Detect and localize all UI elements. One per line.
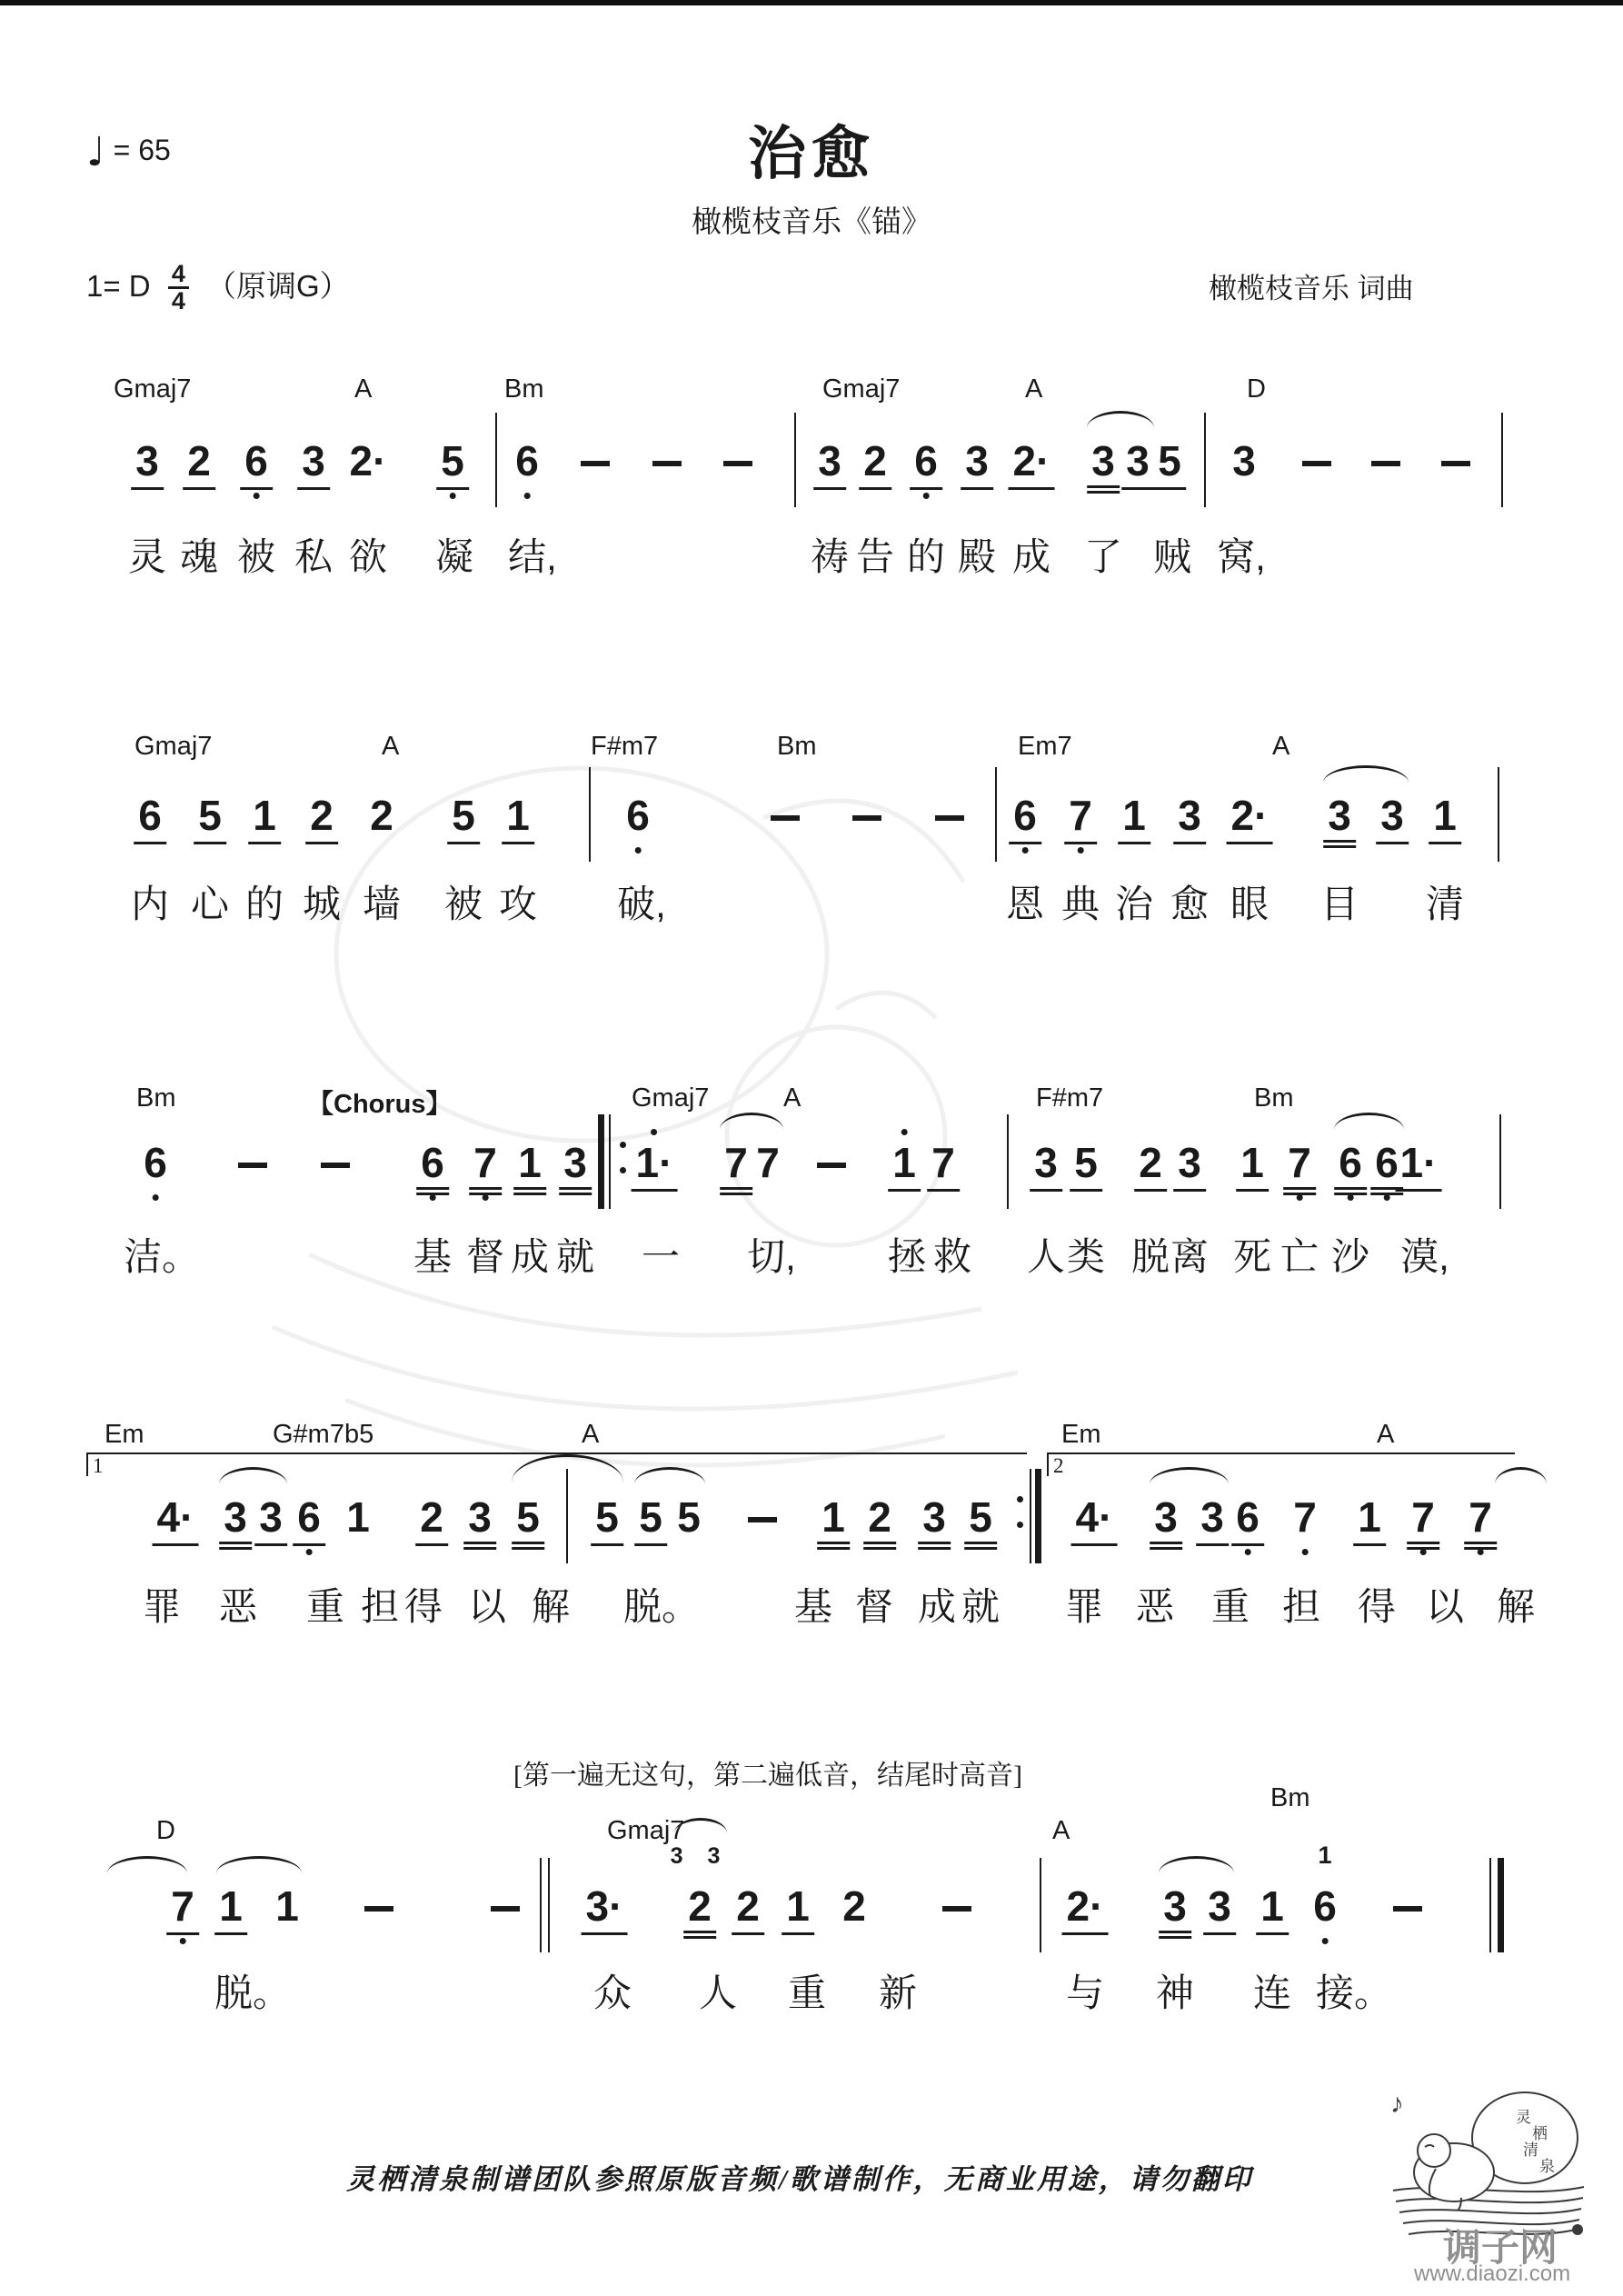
grace-notes: 3 3 — [670, 1843, 730, 1869]
note-digit: 1· — [1396, 1140, 1442, 1192]
lyric-syllable: 眼 — [1230, 883, 1270, 925]
note-digit: 2 — [1134, 1140, 1167, 1192]
note-digit: 3 — [1159, 1883, 1191, 1939]
lyric-syllable: 贼 — [1152, 535, 1192, 578]
octave-dot-below — [180, 1938, 186, 1944]
note-digit: 7 — [166, 1883, 199, 1935]
note-digit: 6 — [416, 1140, 449, 1195]
lyric-syllable: 城 — [302, 883, 342, 925]
key-prefix: 1= — [86, 269, 121, 303]
lyric-syllable: 成 — [1011, 535, 1051, 578]
note-digit: 6 — [515, 437, 539, 484]
lyric-syllable: 被 — [236, 535, 276, 578]
note-digit: 5 — [447, 793, 480, 844]
duration-dash — [491, 1906, 520, 1912]
note — [214, 1883, 247, 1935]
lyric-syllable: 恶 — [218, 1585, 258, 1628]
chord-label: Bm — [777, 732, 817, 761]
note-digit: 3· — [582, 1883, 628, 1935]
duration-dash — [364, 1906, 393, 1912]
lyric-syllable: 告 — [855, 535, 895, 578]
note-digit: 6 — [240, 438, 273, 490]
lyric-syllable: 灵 — [127, 535, 167, 578]
note-digit: 7 — [1283, 1140, 1316, 1195]
note-digit: 2 — [732, 1883, 764, 1935]
note-digit: 4· — [1071, 1494, 1118, 1546]
lyric-syllable: 恶 — [1135, 1585, 1175, 1628]
lyric-syllable: 脱。 — [214, 1972, 292, 2014]
alternate-note: 1 — [1318, 1842, 1332, 1869]
note — [582, 1883, 628, 1935]
note-digit: 2 — [370, 792, 393, 839]
lyric-syllable: 基 — [793, 1585, 833, 1628]
note-digit: 6 — [144, 1139, 167, 1186]
note-digit: 3 — [1203, 1883, 1236, 1935]
lyric-syllable: 督 — [465, 1235, 505, 1278]
note — [670, 1843, 730, 1939]
note-digit: 7 — [756, 1139, 780, 1186]
lyric-syllable: 沙 — [1330, 1235, 1370, 1278]
note-digit: 1 — [275, 1882, 299, 1930]
note — [271, 1883, 304, 1929]
note-digit: 3 — [1150, 1494, 1182, 1550]
lyric-syllable: 解 — [1496, 1585, 1536, 1628]
lyric-syllable: 治 — [1114, 883, 1154, 925]
note-digit: 5 — [1070, 1140, 1102, 1192]
chord-label: Gmaj7 — [822, 374, 901, 404]
chord-label: Gmaj7 — [607, 1816, 685, 1845]
duration-dash — [942, 1906, 971, 1912]
note-digit: 6 — [293, 1494, 325, 1546]
lyric-syllable: 破, — [617, 883, 666, 925]
lyric-syllable: 目 — [1319, 883, 1359, 925]
note-digit: 2 — [305, 793, 338, 844]
note-digit: 7 — [720, 1140, 752, 1195]
lyric-syllable: 漠, — [1400, 1235, 1449, 1278]
barline — [1040, 1858, 1041, 1952]
note-digit: 6 — [1370, 1140, 1403, 1195]
site-url: www.diaozi.com — [1414, 2261, 1571, 2286]
note — [1062, 1883, 1109, 1935]
note-digit: 7 — [1293, 1493, 1317, 1541]
barline — [540, 1858, 542, 1952]
note-digit: 2· — [1062, 1883, 1109, 1935]
note-digit: 5 — [677, 1493, 701, 1541]
lyric-syllable: 脱 — [1130, 1235, 1170, 1278]
note-digit: 1 — [346, 1493, 370, 1541]
note-digit: 3 — [1173, 793, 1206, 844]
note-digit: 6 — [1231, 1494, 1264, 1546]
lyric-syllable: 得 — [1357, 1585, 1397, 1628]
note-digit: 3 — [1376, 793, 1409, 844]
note-digit: 2 — [842, 1882, 866, 1930]
lyric-syllable: 祷 — [810, 535, 850, 578]
chord-label: A — [582, 1420, 600, 1449]
lyric-syllable: 担 — [1281, 1585, 1321, 1628]
note-digit: 3 — [918, 1494, 951, 1550]
note-digit: 3 — [1173, 1140, 1206, 1192]
note-digit: 3 — [463, 1494, 496, 1550]
lyric-syllable: 以 — [1425, 1585, 1465, 1628]
lyric-syllable: 亡 — [1279, 1235, 1319, 1278]
chord-label: A — [1052, 1816, 1070, 1845]
note-digit: 3 — [219, 1494, 252, 1550]
lyric-syllable: 与 — [1065, 1972, 1105, 2014]
note-digit: 3 — [813, 438, 846, 490]
volta-number: 2 — [1053, 1454, 1064, 1477]
tempo-value: = 65 — [113, 134, 171, 166]
lyric-syllable: 魂 — [179, 535, 219, 578]
note — [1309, 1842, 1341, 1930]
note-digit: 7 — [1407, 1494, 1439, 1550]
lyric-syllable: 得 — [403, 1585, 443, 1628]
note-digit: 1 — [214, 1883, 247, 1935]
logo-char-1: 灵 — [1516, 2109, 1531, 2126]
chord-label: Em — [105, 1420, 144, 1449]
lyric-syllable: 重 — [1210, 1585, 1250, 1628]
lyric-syllable: 心 — [190, 883, 230, 925]
note-digit: 3 — [1323, 793, 1356, 848]
note-digit: 5 — [194, 793, 226, 844]
note-digit: 2· — [1009, 438, 1055, 490]
lyric-syllable: 新 — [878, 1972, 918, 2014]
note-digit: 5 — [512, 1494, 544, 1550]
note-digit: 5 — [436, 438, 469, 490]
lyric-syllable: 脱。 — [622, 1585, 701, 1628]
lyric-syllable: 典 — [1060, 883, 1100, 925]
note-digit: 6 — [910, 438, 942, 490]
note-digit: 3 — [297, 438, 330, 490]
note-digit: 6 — [1334, 1140, 1367, 1195]
chord-label: A — [1025, 374, 1043, 404]
key-letter: D — [128, 269, 151, 303]
lyric-syllable: 攻 — [498, 883, 538, 925]
lyric-syllable: 督 — [854, 1585, 894, 1628]
note — [838, 1883, 871, 1929]
duration-dash — [1393, 1906, 1422, 1912]
original-key: （原调G） — [206, 269, 350, 303]
slur-tie — [1159, 1856, 1234, 1873]
note-digit: 6 — [626, 792, 650, 839]
note-digit: 1 — [502, 793, 534, 844]
lyric-syllable: 被 — [443, 883, 483, 925]
note-digit: 1 — [1118, 793, 1150, 844]
note-digit: 6 — [1313, 1882, 1337, 1930]
note-digit: 2· — [349, 437, 387, 484]
lyric-syllable: 一 — [641, 1235, 681, 1278]
lyric-syllable: 类 — [1066, 1235, 1106, 1278]
lyric-syllable: 内 — [130, 883, 170, 925]
note-digit: 7 — [469, 1140, 502, 1195]
lyric-syllable: 洁。 — [123, 1235, 201, 1278]
note-digit: 7 — [1464, 1494, 1497, 1550]
lyric-syllable: 成 — [510, 1235, 550, 1278]
octave-dot-below — [1322, 1938, 1329, 1944]
chord-label: D — [1247, 374, 1266, 404]
section-label: 【Chorus】 — [307, 1090, 453, 1119]
barline-thick — [1498, 1858, 1504, 1952]
note-digit: 4· — [153, 1494, 199, 1546]
lyric-syllable: 切, — [747, 1235, 796, 1278]
logo-char-2: 栖 — [1532, 2125, 1548, 2142]
lyric-syllable: 连 — [1252, 1972, 1292, 2014]
lyric-syllable: 罪 — [142, 1585, 182, 1628]
chord-label: A — [783, 1083, 802, 1113]
note-digit: 3 — [1030, 1140, 1062, 1192]
chord-label: A — [1272, 732, 1290, 761]
note-digit: 1 — [888, 1140, 921, 1192]
chord-label: Em7 — [1018, 732, 1072, 761]
chord-label: Gmaj7 — [114, 374, 192, 404]
lyric-syllable: 恩 — [1005, 883, 1045, 925]
note-digit: 1 — [513, 1140, 546, 1195]
logo-char-3: 清 — [1523, 2141, 1538, 2159]
lyric-syllable: 重 — [787, 1972, 827, 2014]
lyric-syllable: 了 — [1083, 535, 1123, 578]
lyric-syllable: 神 — [1155, 1972, 1195, 2014]
note — [1159, 1883, 1191, 1939]
lyric-syllable: 死 — [1232, 1235, 1272, 1278]
lyric-syllable: 众 — [592, 1972, 632, 2014]
lyric-syllable: 凝 — [434, 535, 474, 578]
note-digit: 1· — [632, 1140, 678, 1192]
lyric-syllable: 的 — [906, 535, 946, 578]
note-digit: 3 — [254, 1494, 287, 1546]
note-digit: 5 — [634, 1494, 667, 1546]
note-digit: 5 — [1153, 438, 1186, 490]
lyric-syllable: 墙 — [362, 883, 402, 925]
quarter-note-icon: ♩ — [86, 129, 105, 175]
lyric-syllable: 人 — [698, 1972, 738, 2014]
lyric-syllable: 殿 — [957, 535, 997, 578]
barline — [548, 1858, 550, 1952]
volta-number: 1 — [93, 1454, 104, 1477]
chord-label: F#m7 — [591, 732, 659, 761]
chord-label: A — [354, 374, 373, 404]
music-note-icon: ♪ — [1390, 2089, 1404, 2119]
lyric-syllable: 解 — [531, 1585, 571, 1628]
chord-label: D — [156, 1816, 175, 1845]
note-digit: 2 — [859, 438, 891, 490]
lyric-syllable: 成 — [917, 1585, 957, 1628]
note-digit: 1 — [782, 1883, 814, 1935]
lyric-syllable: 就 — [961, 1585, 1001, 1628]
note-digit: 6 — [134, 793, 166, 844]
note-digit: 3 — [1121, 438, 1154, 490]
note-digit: 1 — [1236, 1140, 1269, 1192]
lyric-syllable: 窝, — [1217, 535, 1266, 578]
chord-label: Gmaj7 — [134, 732, 213, 761]
song-title: 治愈 — [748, 121, 875, 186]
chord-label: Bm — [1254, 1083, 1294, 1113]
lyric-syllable: 清 — [1425, 883, 1465, 925]
copyright-notice: 灵栖清泉制谱团队参照原版音频/歌谱制作，无商业用途，请勿翻印 — [346, 2163, 1253, 2195]
chord-label: Bm — [136, 1083, 176, 1113]
note — [732, 1883, 764, 1935]
note-digit: 7 — [1064, 793, 1097, 844]
chord-label: G#m7b5 — [273, 1420, 374, 1449]
site-name: 调子网 — [1443, 2226, 1558, 2269]
chord-label: A — [1377, 1420, 1395, 1449]
lyric-syllable: 欲 — [348, 535, 388, 578]
note-digit: 3 — [1232, 437, 1256, 484]
chord-label: A — [382, 732, 400, 761]
chord-label: Gmaj7 — [632, 1083, 710, 1113]
note-digit: 3 — [961, 438, 993, 490]
logo-char-4: 泉 — [1539, 2158, 1555, 2175]
lyric-syllable: 救 — [932, 1235, 972, 1278]
song-subtitle: 橄榄枝音乐《锚》 — [692, 205, 931, 238]
lyric-syllable: 人 — [1026, 1235, 1066, 1278]
note-digit: 3 — [1196, 1494, 1229, 1546]
lyric-syllable: 私 — [294, 535, 334, 578]
lyric-syllable: 以 — [467, 1585, 507, 1628]
note — [166, 1883, 199, 1935]
lyric-syllable: 就 — [555, 1235, 595, 1278]
note-digit: 5 — [964, 1494, 997, 1550]
chord-label: F#m7 — [1036, 1083, 1104, 1113]
chord-label: Em — [1061, 1420, 1101, 1449]
lyric-syllable: 的 — [244, 883, 284, 925]
note-digit: 6 — [1009, 793, 1041, 844]
note-digit: 2 — [183, 438, 215, 490]
lyric-syllable: 重 — [305, 1585, 345, 1628]
lyric-syllable: 罪 — [1064, 1585, 1104, 1628]
note-digit: 1 — [248, 793, 281, 844]
note-digit: 7 — [927, 1140, 960, 1192]
note-digit: 1 — [1429, 793, 1461, 844]
note — [1203, 1883, 1236, 1935]
slur-tie — [216, 1856, 302, 1873]
lyric-syllable: 离 — [1170, 1235, 1210, 1278]
note-digit: 3 — [131, 438, 164, 490]
note — [1256, 1883, 1289, 1935]
note-digit: 3 — [559, 1140, 592, 1195]
chord-label: Bm — [1270, 1783, 1310, 1812]
time-bottom: 4 — [171, 287, 185, 314]
note-digit: 2 — [415, 1494, 448, 1546]
note-digit: 2 — [683, 1883, 716, 1939]
performance-annotation: [第一遍无这句，第二遍低音，结尾时高音] — [513, 1761, 1022, 1791]
lyric-syllable: 基 — [413, 1235, 453, 1278]
note — [782, 1883, 814, 1935]
lyric-syllable: 愈 — [1170, 883, 1210, 925]
note-digit: 2 — [863, 1494, 896, 1550]
barline — [1489, 1858, 1491, 1952]
note-digit: 5 — [591, 1494, 623, 1546]
lyric-syllable: 接。 — [1315, 1972, 1393, 2014]
note-digit: 2· — [1227, 793, 1273, 844]
slur-tie — [107, 1856, 187, 1873]
note-digit: 1 — [1256, 1883, 1289, 1935]
note-digit: 1 — [817, 1494, 850, 1550]
time-top: 4 — [168, 262, 189, 289]
note-digit: 1 — [1353, 1494, 1386, 1546]
note-digit: 3 — [1087, 438, 1120, 494]
chord-label: Bm — [504, 374, 544, 404]
lyric-syllable: 担 — [360, 1585, 400, 1628]
lyric-syllable: 拯 — [887, 1235, 927, 1278]
lyric-syllable: 结, — [508, 535, 557, 578]
composer-credit: 橄榄枝音乐 词曲 — [1209, 273, 1414, 304]
